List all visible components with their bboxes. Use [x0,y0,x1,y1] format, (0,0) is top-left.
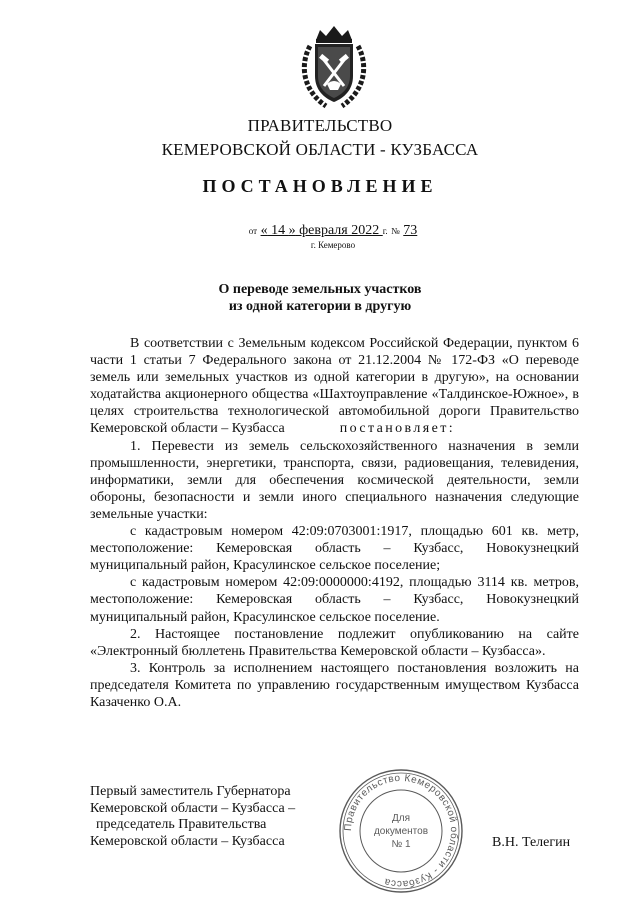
number-label: № [391,226,400,236]
stamp-center-line3: № 1 [391,839,411,850]
paragraph-item2: 2. Настоящее постановление подлежит опубликованию на сайте «Электронный бюллетень Правительства Кемеровской области – Кузбасса». [90,626,579,659]
signatory-line1: Первый заместитель Губернатора [90,784,291,799]
stamp-ring-text: Правительство Кемеровской области - Кузбасса [342,772,460,890]
coat-of-arms-icon [296,24,372,110]
paragraph-item1: 1. Перевести из земель сельскохозяйственного назначения в земли промышленности, энергетики, транспорта, связи, радиовещания, телевидения, информатики, земли для обеспечения космической деятельности, земли обороны, безопасности и земли иного специального назначения следующие земельные участки: [90,438,579,522]
paragraph-item3: 3. Контроль за исполнением настоящего постановления возложить на председателя Комитета по управлению государственным имуществом Кузбасса Казаченко О.А. [90,660,579,710]
document-title [0,281,640,315]
date-open-quote: « [260,223,268,238]
date-month-year: февраля 2022 [295,223,383,238]
paragraph-plot1: с кадастровым номером 42:09:0703001:1917, площадью 601 кв. метр, местоположение: Кемеровская область – Кузбасс, Новокузнецкий муниципальный район, Красулинское сельское поселение; [90,524,579,574]
paragraph-plot2: с кадастровым номером 42:09:0000000:4192, площадью 3114 кв. метров, местоположение: Кемеровская область – Кузбасс, Новокузнецкий муниципальный район, Красулинское сельское поселение. [90,575,579,625]
government-name-line2: КЕМЕРОВСКОЙ ОБЛАСТИ - КУЗБАССА [161,140,479,159]
official-stamp [337,767,465,895]
intro-text: В соответствии с Земельным кодексом Российской Федерации, пунктом 6 части 1 статьи 7 Федерального закона от 21.12.2004 № 172-ФЗ «О переводе земель или земельных участков из одной категории в другую», на основании ходатайства акционерного общества «Шахтоуправление «Талдинское-Южное», в целях строительства технологической автомобильной дороги Правительство Кемеровской области – Кузбасса [90,336,579,437]
date-prefix: от [248,226,258,236]
date-year-suffix: г. [382,226,388,236]
date-line [0,223,640,239]
stamp-center-line2: документов [373,826,429,837]
date-day: 14 [267,223,289,238]
intro-paragraph [90,335,579,438]
document-body [90,335,579,711]
signatory-line4: Кемеровской области – Кузбасса [90,833,285,849]
signatory-position [90,784,330,850]
title-line1: О переводе земельных участков [218,282,422,297]
stamp-center-line1: Для [391,813,411,824]
document-type: ПОСТАНОВЛЕНИЕ [202,176,438,196]
signatory-line3: председатель Правительства [96,817,267,832]
title-line2: из одной категории в другую [228,299,412,314]
decree-word: постановляет: [339,421,456,437]
signatory-line2: Кемеровской области – Кузбасса – [90,800,296,816]
government-name-line1: ПРАВИТЕЛЬСТВО [247,116,393,135]
city-name: г. Кемерово [310,240,356,250]
decree-number: 73 [403,223,418,238]
date-close-quote: » [288,223,296,238]
signatory-name: В.Н. Телегин [492,835,571,850]
